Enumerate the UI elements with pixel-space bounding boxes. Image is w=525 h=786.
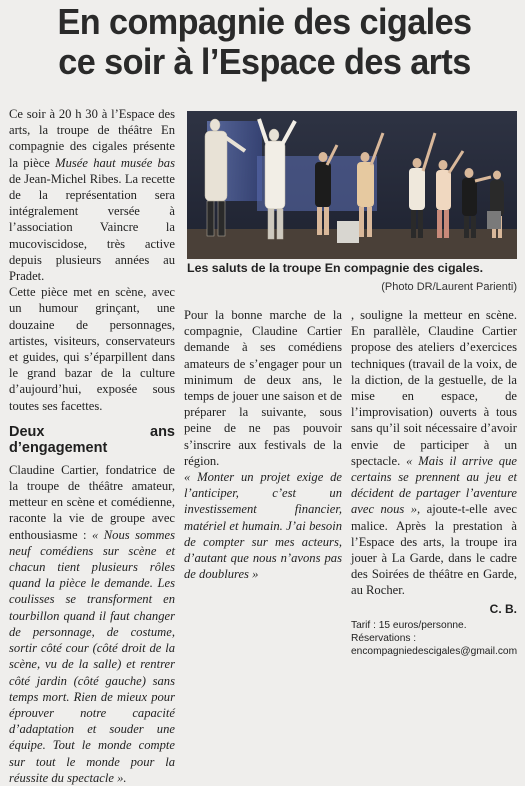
quote-3: « Mais il arrive que certains se prennent au jeu et décident de partager l’aventure avec nous » xyxy=(351,453,517,517)
author-signature: C. B. xyxy=(489,601,517,616)
troupe-photo xyxy=(187,111,517,259)
play-title: Musée haut musée bas xyxy=(55,155,176,170)
column-1 xyxy=(9,106,175,786)
subheading: Deux ans d’engagement xyxy=(9,423,175,456)
quote-1: « Nous sommes neuf comédiens sur scène et chacun tient plusieurs rôles quand la pièce le demande. Les coulisses se transforment en tourbillon quand il faut changer de personnage, de costume, sortir côté cour (côté droit de la scène, vu de la salle) et rentrer côté jardin (côté gauche) sans temps mort. Rien de mieux pour éprouver notre capacité d’adaptation et souder une équipe. Tout le monde compte sur tout le monde pour la réussite du spectacle ». xyxy=(9,527,175,785)
headline xyxy=(8,2,521,82)
paragraph-5: , souligne la metteur en scène. En parallèle, Claudine Cartier propose des ateliers d’exercices techniques (travail de la voix, de la diction, de la gestuelle, de la mise en espace, de l’improvisation) ouverts à tous sans qu’il soit nécessaire d’avoir envie de participer à un spectacle. « Mais il arrive que certains se prennent au jeu et décident de partager l’aventure avec nous », ajoute-t-elle avec malice. Après la prestation à l’Espace des arts, la troupe ira jouer à La Garde, dans le cadre des Soirées de théâtre en Garde, au Rocher. xyxy=(351,308,517,598)
paragraph-2: Cette pièce met en scène, avec un humour grinçant, une douzaine de personnages, artistes, visiteurs, conservateurs et guides, qui s’éparpillent dans le grand bazar de la culture d’aujourd’hui, exposée sous toutes ses facettes. xyxy=(9,285,175,413)
photo-credit: (Photo DR/Laurent Parienti) xyxy=(381,281,517,293)
column-2 xyxy=(184,307,342,582)
headline-line-2: ce soir à l’Espace des arts xyxy=(58,41,471,82)
headline-line-1: En compagnie des cigales xyxy=(57,1,472,42)
photo-caption: Les saluts de la troupe En compagnie des cigales. xyxy=(187,261,484,275)
troupe-photo-image xyxy=(187,111,517,259)
tarif-info: Tarif : 15 euros/personne. Réservations : encompagniedescigales@gmail.com xyxy=(351,619,518,657)
intro-paragraph: Ce soir à 20 h 30 à l’Espace des arts, la troupe de théâtre En compagnie des cigales présente la pièce Musée haut musée bas de Jean-Michel Ribes. La recette de la représentation sera intégralement versée à l’association Vaincre la mucoviscidose, très active depuis plusieurs années au Pradet. xyxy=(9,107,176,284)
quote-2: « Monter un projet exige de l’anticiper, c’est un investissement financier, matériel et humain. J’ai besoin de compter sur mes acteurs, d’autant que nous n’avons pas de doublures » xyxy=(184,470,342,582)
paragraph-4: Pour la bonne marche de la compagnie, Claudine Cartier demande à ses comédiens amateurs de s’engager pour un minimum de deux ans, le temps de jouer une saison et de préparer la suivante, sous peine de ne pas pouvoir s’inscrire aux festivals de la région. xyxy=(184,308,342,468)
paragraph-3: Claudine Cartier, fondatrice de la troupe de théâtre amateur, metteur en scène et comédienne, raconte la vie de groupe avec enthousiasme : « Nous sommes neuf comédiens sur scène et chacun tient plusieurs rôles quand la pièce le demande. Les coulisses se transforment en tourbillon quand il faut changer de personnage, de costume, sortir côté cour (côté droit de la scène, vu de la salle) et rentrer côté jardin (côté gauche) sans temps mort. Rien de mieux pour éprouver notre capacité d’adaptation et souder une équipe. Tout le monde compte sur tout le monde pour la réussite du spectacle ». xyxy=(9,462,175,785)
column-3 xyxy=(351,307,517,658)
